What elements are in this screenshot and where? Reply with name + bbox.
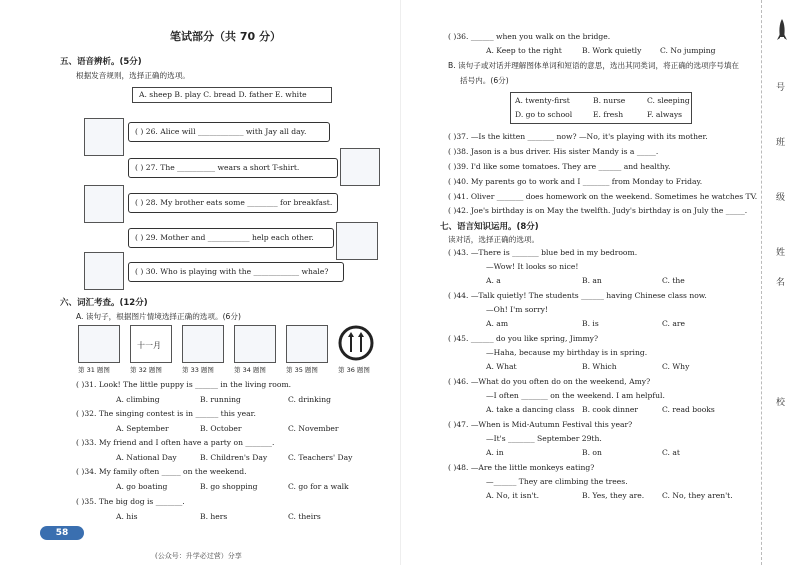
q31-c[interactable]: C. drinking [288, 395, 331, 404]
label-36: 第 36 题图 [338, 366, 370, 374]
q47-b[interactable]: B. on [582, 448, 602, 457]
item-30-text: 30. Who is playing with the ____________ whale? [145, 267, 329, 276]
rocket-icon [776, 18, 788, 42]
q35: ( )35. The big dog is _______. [76, 497, 185, 506]
section5-heading: 五、语音辨析。(5分) [60, 57, 142, 67]
q32: ( )32. The singing contest is in ______ this year. [76, 409, 256, 418]
q36: ( )36. ______ when you walk on the bridge. [448, 32, 611, 41]
sidebar-char-1: 班 [776, 138, 786, 148]
q32-c[interactable]: C. November [288, 424, 339, 433]
binding-sidebar [761, 0, 800, 565]
options-text: A. sheep B. play C. bread D. father E. white [139, 90, 307, 99]
answer-paren-28[interactable]: ( ) [135, 198, 144, 207]
sidebar-char-4: 名 [776, 278, 786, 288]
sidebar-char-3: 姓 [776, 248, 786, 258]
q46-l2: —I often _______ on the weekend. I am helpful. [486, 391, 665, 400]
q46-c[interactable]: C. read books [662, 405, 715, 414]
q45-a[interactable]: A. What [486, 362, 517, 371]
q33-b[interactable]: B. Children's Day [200, 453, 268, 462]
dog-picture [84, 118, 124, 156]
q41: ( )41. Oliver _______ does homework on the weekend. Sometimes he watches TV. [448, 192, 758, 201]
label-34: 第 34 题图 [234, 366, 266, 374]
q47-c[interactable]: C. at [662, 448, 680, 457]
bank-d: D. go to school [515, 110, 573, 119]
q42: ( )42. Joe's birthday is on May the twelfth. Judy's birthday is on July the _____. [448, 206, 748, 215]
footer: (公众号：升学必过营）分享 [155, 552, 242, 560]
pic-31 [78, 325, 120, 363]
item-29-text: 29. Mother and ___________ help each other. [145, 233, 314, 242]
q35-c[interactable]: C. theirs [288, 512, 321, 521]
q45-b[interactable]: B. Which [582, 362, 617, 371]
answer-paren-26[interactable]: ( ) [135, 127, 144, 136]
answer-paren-29[interactable]: ( ) [135, 233, 144, 242]
pic-34 [234, 325, 276, 363]
q31-a[interactable]: A. climbing [116, 395, 160, 404]
q33: ( )33. My friend and I often have a party on _______. [76, 438, 275, 447]
bank-a: A. twenty-first [515, 96, 570, 105]
q43-a[interactable]: A. a [486, 276, 501, 285]
label-33: 第 33 题图 [182, 366, 214, 374]
calendar-text: 十一月 [137, 341, 161, 350]
q45-c[interactable]: C. Why [662, 362, 690, 371]
answer-paren-30[interactable]: ( ) [135, 267, 144, 276]
item-28-text: 28. My brother eats some ________ for breakfast. [145, 198, 333, 207]
partB-line1: B. 读句子或对话并理解图体单词和短语的意思，选出其同类词，将正确的选项序号填在 [448, 61, 740, 70]
label-35: 第 35 题图 [286, 366, 318, 374]
item-26 [128, 122, 330, 142]
item-28 [128, 193, 338, 213]
q48: ( )48. —Are the little monkeys eating? [448, 463, 595, 472]
page-title: 笔试部分（共 70 分） [170, 30, 281, 43]
section6-heading: 六、词汇考查。(12分) [60, 298, 148, 308]
q36-a[interactable]: A. Keep to the right [486, 46, 562, 55]
family-picture [336, 222, 378, 260]
calendar-picture [130, 325, 172, 363]
no-turning-sign-icon [338, 325, 374, 361]
q44-b[interactable]: B. is [582, 319, 599, 328]
sidebar-char-0: 号 [776, 83, 786, 93]
pic-33 [182, 325, 224, 363]
q35-b[interactable]: B. hers [200, 512, 228, 521]
bank-b: B. nurse [593, 96, 626, 105]
q46: ( )46. —What do you often do on the weekend, Amy? [448, 377, 651, 386]
q36-c[interactable]: C. No jumping [660, 46, 716, 55]
q47-a[interactable]: A. in [486, 448, 504, 457]
sidebar-char-5: 校 [776, 398, 786, 408]
word-bank-box [510, 92, 692, 124]
sidebar-char-2: 级 [776, 193, 786, 203]
q44-c[interactable]: C. are [662, 319, 686, 328]
q44: ( )44. —Talk quietly! The students ______ having Chinese class now. [448, 291, 707, 300]
q35-a[interactable]: A. his [116, 512, 138, 521]
q47: ( )47. —When is Mid-Autumn Festival this year? [448, 420, 633, 429]
item-27 [128, 158, 338, 178]
bank-f: F. always [647, 110, 683, 119]
section7-heading: 七、语言知识运用。(8分) [440, 222, 539, 232]
whale-picture [84, 252, 124, 290]
q32-b[interactable]: B. October [200, 424, 242, 433]
boy-eating-picture [84, 185, 124, 223]
q31: ( )31. Look! The little puppy is ______ in the living room. [76, 380, 292, 389]
q43-c[interactable]: C. the [662, 276, 685, 285]
page-number: 58 [40, 526, 84, 540]
q46-b[interactable]: B. cook dinner [582, 405, 639, 414]
right-page [400, 0, 800, 565]
q39: ( )39. I'd like some tomatoes. They are ______ and healthy. [448, 162, 671, 171]
bank-e: E. fresh [593, 110, 624, 119]
q43: ( )43. —There is _______ blue bed in my bedroom. [448, 248, 638, 257]
bank-c: C. sleeping [647, 96, 690, 105]
sheep-picture [340, 148, 380, 186]
q36-b[interactable]: B. Work quietly [582, 46, 642, 55]
q34-a[interactable]: A. go boating [116, 482, 168, 491]
q31-b[interactable]: B. running [200, 395, 241, 404]
q33-a[interactable]: A. National Day [116, 453, 177, 462]
q43-b[interactable]: B. an [582, 276, 602, 285]
q40: ( )40. My parents go to work and I _______ from Monday to Friday. [448, 177, 703, 186]
section7-instruction: 读对话，选择正确的选项。 [448, 235, 540, 244]
q48-l2: —______ They are climbing the trees. [486, 477, 628, 486]
q45-l2: —Haha, because my birthday is in spring. [486, 348, 648, 357]
partB-line2: 括号内。(6分) [460, 76, 509, 85]
q47-l2: —It's _______ September 29th. [486, 434, 602, 443]
section5-instruction: 根据发音规则，选择正确的选项。 [76, 71, 190, 80]
q45: ( )45. ______ do you like spring, Jimmy? [448, 334, 599, 343]
item-26-text: 26. Alice will ____________ with Jay all day. [145, 127, 307, 136]
q33-c[interactable]: C. Teachers' Day [288, 453, 353, 462]
item-27-text: 27. The __________ wears a short T-shirt. [145, 163, 300, 172]
q34-b[interactable]: B. go shopping [200, 482, 258, 491]
q48-b[interactable]: B. Yes, they are. [582, 491, 645, 500]
q46-a[interactable]: A. take a dancing class [486, 405, 575, 414]
q44-a[interactable]: A. am [486, 319, 509, 328]
item-30 [128, 262, 344, 282]
q37: ( )37. —Is the kitten _______ now? —No, it's playing with its mother. [448, 132, 708, 141]
q34-c[interactable]: C. go for a walk [288, 482, 349, 491]
q48-c[interactable]: C. No, they aren't. [662, 491, 733, 500]
label-31: 第 31 题图 [78, 366, 110, 374]
item-29 [128, 228, 334, 248]
pic-35 [286, 325, 328, 363]
q34: ( )34. My family often _____ on the weekend. [76, 467, 247, 476]
q32-a[interactable]: A. September [116, 424, 169, 433]
q38: ( )38. Jason is a bus driver. His sister Mandy is a _____. [448, 147, 659, 156]
options-box [132, 87, 332, 103]
answer-paren-27[interactable]: ( ) [135, 163, 144, 172]
section6-partA: A. 读句子，根据图片情境选择正确的选项。(6分) [76, 312, 241, 321]
label-32: 第 32 题图 [130, 366, 162, 374]
q43-l2: —Wow! It looks so nice! [486, 262, 579, 271]
q44-l2: —Oh! I'm sorry! [486, 305, 548, 314]
q48-a[interactable]: A. No, it isn't. [486, 491, 540, 500]
